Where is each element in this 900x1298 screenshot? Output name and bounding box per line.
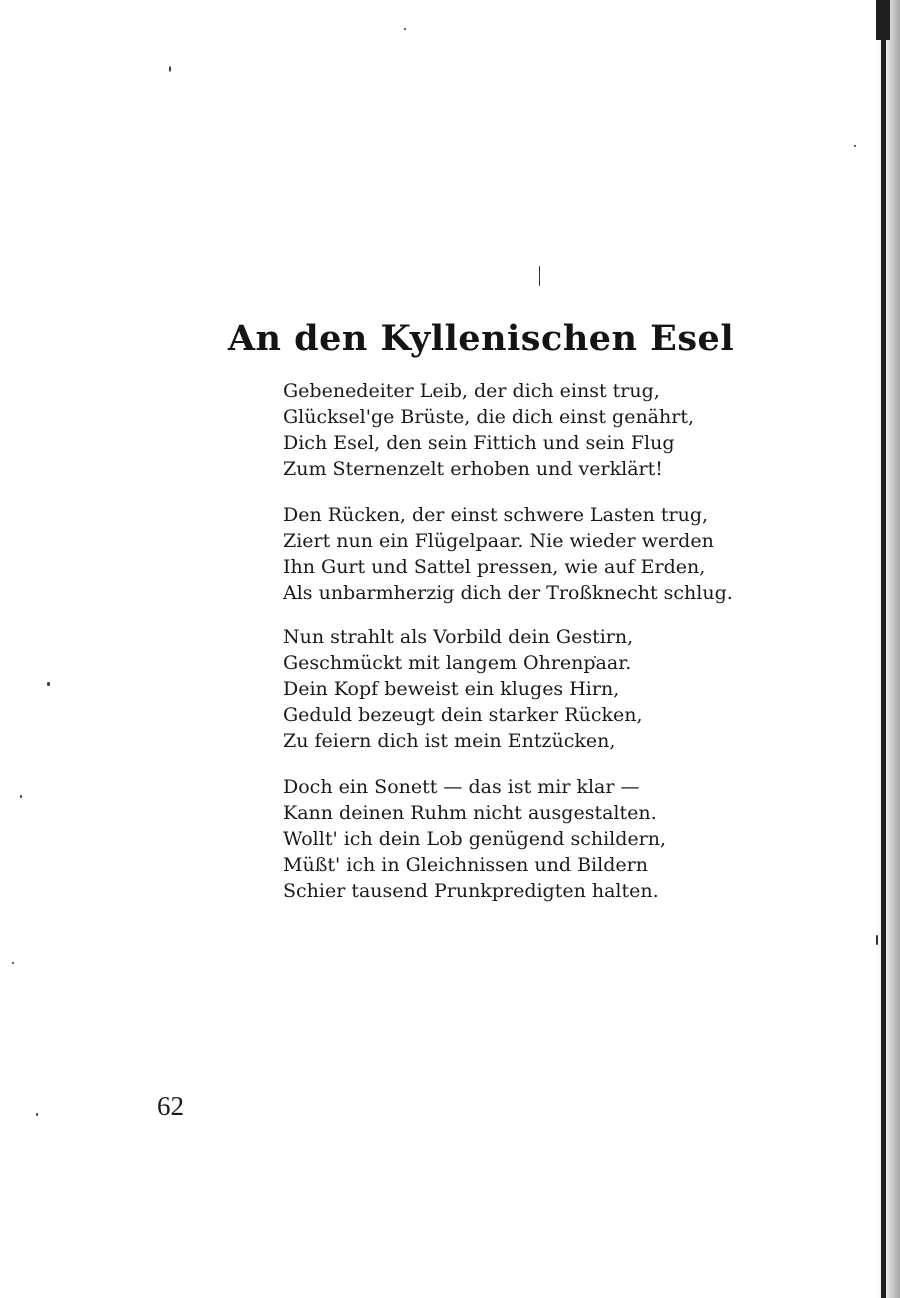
scan-speck: [876, 935, 878, 945]
stanza: [283, 502, 733, 606]
poem-line: Ihn Gurt und Sattel pressen, wie auf Erden,: [283, 556, 706, 578]
stanza: [283, 378, 703, 482]
binding-edge: [881, 0, 886, 1298]
poem-line: Wollt' ich dein Lob genügend schildern,: [283, 828, 667, 850]
poem-line: Geschmückt mit langem Ohrenpaar.: [283, 652, 632, 674]
poem-line: Zu feiern dich ist mein Entzücken,: [283, 730, 616, 752]
page-number: 62: [157, 1091, 184, 1121]
scan-speck: [169, 66, 171, 72]
scan-speck: [36, 1113, 38, 1116]
scan-speck: [854, 145, 856, 147]
poem-line: Schier tausend Prunkpredigten halten.: [283, 880, 659, 902]
scan-speck: [12, 962, 14, 964]
scan-speck: [539, 266, 540, 286]
poem-line: Dich Esel, den sein Fittich und sein Flug: [283, 432, 675, 454]
poem-line: Den Rücken, der einst schwere Lasten trug,: [283, 504, 709, 526]
poem-line: Ziert nun ein Flügelpaar. Nie wieder werden: [283, 530, 714, 552]
poem-line: Kann deinen Ruhm nicht ausgestalten.: [283, 802, 657, 824]
page-edge-shadow: [876, 0, 900, 1298]
poem-line: Geduld bezeugt dein starker Rücken,: [283, 704, 643, 726]
poem-line: Doch ein Sonett — das ist mir klar —: [283, 776, 640, 798]
stanza: [283, 624, 703, 754]
binding-edge-top: [876, 0, 890, 40]
stanza: [283, 774, 703, 904]
scan-speck: [404, 28, 406, 30]
poem-body: [283, 378, 733, 924]
poem-line: Müßt' ich in Gleichnissen und Bildern: [283, 854, 648, 876]
poem-line: Gebenedeiter Leib, der dich einst trug,: [283, 380, 660, 402]
scan-speck: [47, 682, 50, 686]
scan-speck: [20, 795, 22, 798]
poem-line: Zum Sternenzelt erhoben und verklärt!: [283, 458, 663, 480]
poem-title: An den Kyllenischen Esel: [227, 318, 735, 359]
poem-line: Dein Kopf beweist ein kluges Hirn,: [283, 678, 620, 700]
poem-line: Nun strahlt als Vorbild dein Gestirn,: [283, 626, 634, 648]
poem-line: Glücksel'ge Brüste, die dich einst genährt,: [283, 406, 695, 428]
poem-line: Als unbarmherzig dich der Troßknecht schlug.: [283, 582, 733, 604]
